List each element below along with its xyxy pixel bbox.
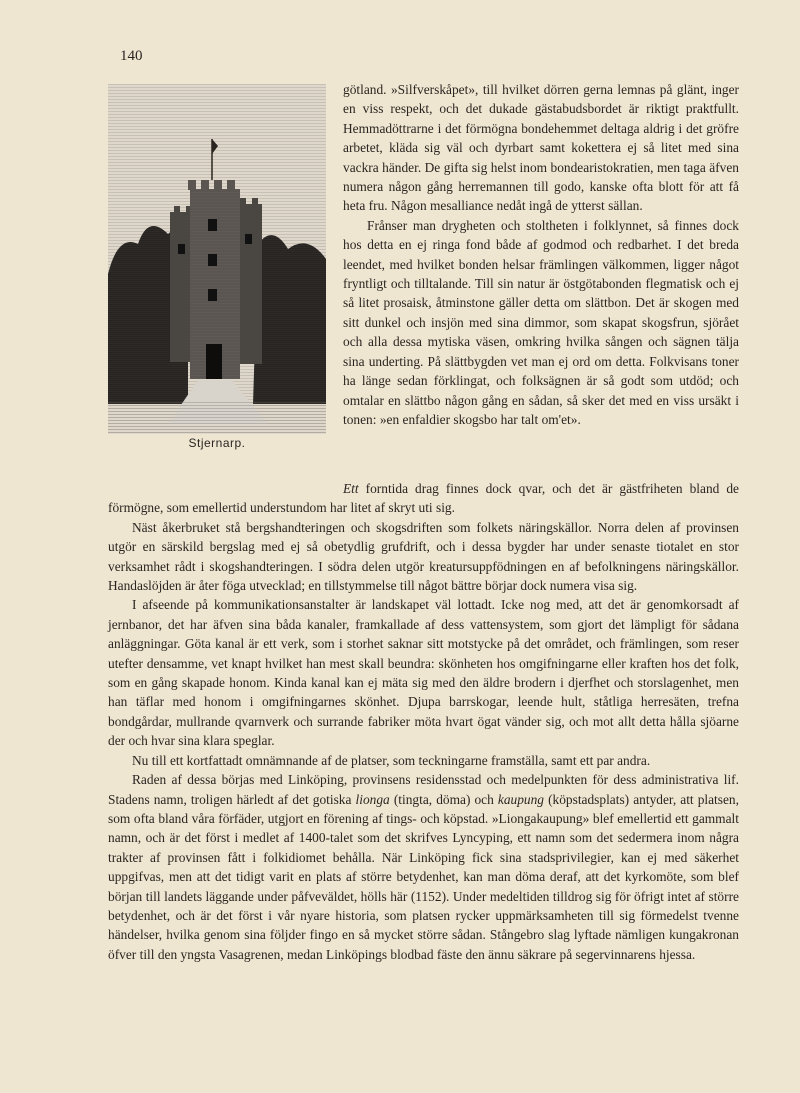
paragraph-text: (tingta, döma) och (389, 791, 498, 807)
paragraph-text: (köpstadsplats) antyder, att platsen, som ofta bland våra förfäder, utgjort en förening af tings- och köpstad. »Liongakaupung» blef emellertid ett gammalt namn, och är det först i medlet af 1400-talet som det skrifves Lyncyping, ett namn som det sedermera inom några trakter af provinsen fått i folkidiomet behålla. När Linköping fick sina stadsprivilegier, kan ej med säkerhet uppgifvas, men att det tidigt varit en plats af större betydenhet, kan man döma deraf, att det kyrkomöte, som blef början till landets läggande under påfveväldet, hölls här (1152). Under medeltiden tilldrog sig för öfrigt intet af större betydenhet, och är det först i vår nyare historia, som platsen rycker uppmärksamheten till sig förmedelst tvenne händelser, hvilka genom sina följder fingo en så mycket större sådan. Stångebro slag lyftade nämligen kungakronan öfver till den yngsta Vasagrenen, medan Linköpings blodbad fäste den ännu säkrare på segervinnarens hjessa. (108, 791, 739, 962)
full-width-text (108, 479, 739, 964)
illustration-caption: Stjernarp. (188, 436, 246, 450)
stjernarp-engraving (108, 84, 326, 434)
paragraph: I afseende på kommunikationsanstalter är landskapet väl lottadt. Icke nog med, att det är genomkorsadt af jernbanor, det har äfven sina båda kanaler, framkallade af dess vattensystem, som gjort det lämpligt för sådana anläggningar. Göta kanal är ett verk, som i storhet saknar sitt motstycke på det området, och främlingen, som reser utefter densamme, vet knapt hvilket han mest skall beundra: skönheten hos omgifningarne eller kraften hos det folk, som en gång skapade honom. Kinda kanal kan ej mäta sig med den äldre brodern i djerfhet och storslagenhet, men han täflar med honom i omgifningarnes skönhet. Djupa barrskogar, leende hult, ståtliga herresäten, trefna bondgårdar, mullrande qvarnverk och surrande fabriker möta hvart ögat vänder sig, och mot allt detta hålla sjöarne der och hvar sina klara speglar. (108, 597, 739, 749)
page-number: 140 (120, 48, 143, 64)
paragraph: Nu till ett kortfattadt omnämnande af de platser, som teckningarne framställa, samt ett par andra. (132, 752, 651, 768)
paragraph: Frånser man drygheten och stoltheten i folklynnet, så finnes dock hos detta en ej ringa fond både af godmod och redbarhet. I det breda leendet, med hvilket bonden helsar främlingen välkommen, ligger något fryntligt och tilltalande. Till sin natur är östgötabonden flegmatisk och ej så litet prosaisk, åtminstone gäller detta om slättbon. Det är skogen med sitt dunkel och insjön med sina dimmor, som skapat skogsfrun, sjörået och alla dessa mytiska väsen, omkring hvilka sången och sägnen tälja sina underting. På slättbygden vet man ej ord om detta. Folkvisans toner ha länge sedan förklingat, och folksägnen är så godt som utdöd; och omtalar en slättbo någon gång en sådan, så sker det med en viss ursäkt i tonen: »en enfaldier skogsbo har talt om'et». (343, 217, 739, 427)
paragraph: götland. »Silfverskåpet», till hvilket dörren gerna lemnas på glänt, inger en viss respekt, och det dukade gästabudsbordet är riktigt praktfullt. Hemmadöttrarne i det förmögna bondehemmet deltaga aldrig i det gröfre arbetet, kläda sig väl och dyrbart samt kokettera ej så litet med sina vackra händer. De gifta sig helst inom bondearistokratien, men taga äfven numera någon gång herremannen till godo, kanske ofta blott för att få heta fru. Någon mesalliance nedåt ingå de ytterst sällan. (343, 82, 739, 214)
italic-word: lionga (355, 791, 390, 807)
paragraph: Näst åkerbruket stå bergshandteringen och skogsdriften som folkets näringskällor. Norra delen af provinsen utgör en särskild bergslag med ej så obetydlig grufdrift, och i dessa bygder har under senaste tiotalet en stor verksamhet rådt i skogshandteringen. I södra delen utgör kreatursuppfödningen en af befolkningens näringskällor. Handaslöjden är åter föga utvecklad; en tillstymmelse till något bättre börjar dock numera visa sig. (108, 519, 739, 594)
right-column-text (343, 80, 739, 429)
paragraph (108, 479, 739, 518)
paragraph-text: forntida drag finnes dock qvar, och det är gästfriheten bland de förmögne, som emellertid understundom har litet af skryt uti sig. (108, 481, 739, 516)
paragraph-text: Raden af dessa börjas med Linköping, provinsens residensstad och medelpunkten för dess administrativa lif. Stadens namn, troligen härledt af det gotiska (108, 772, 739, 807)
paragraph (108, 770, 739, 964)
italic-word: kaupung (497, 791, 544, 807)
italic-word: Ett (343, 481, 359, 496)
